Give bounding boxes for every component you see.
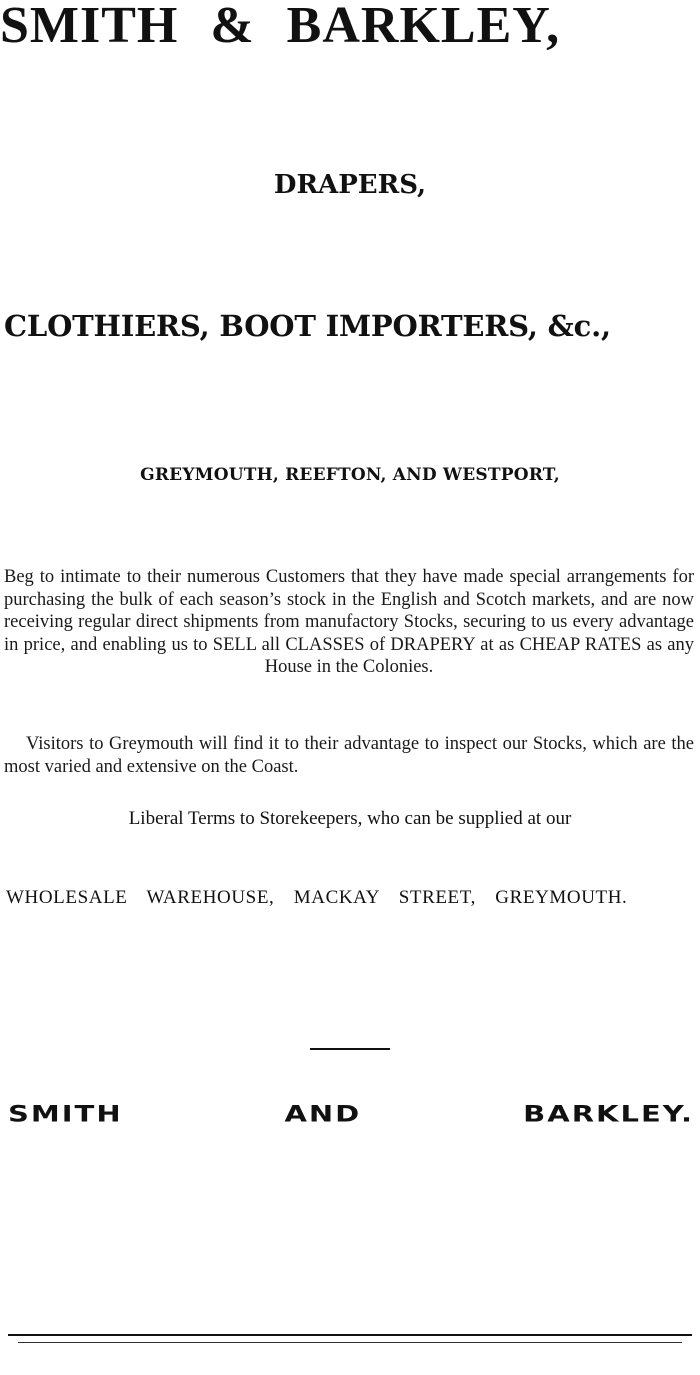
locations-line: GREYMOUTH, REEFTON, AND WESTPORT, [140,465,560,485]
terms-line: Liberal Terms to Storekeepers, who can be supplied at our [128,808,572,829]
firm-name-heading: SMITH & BARKLEY, [0,0,561,54]
short-divider [310,1048,390,1050]
signature-line [8,1098,694,1129]
bottom-divider-thin [18,1342,682,1343]
intro-paragraph: Beg to intimate to their numerous Customers that they have made special arrangements for purchasing the bulk of each season’s stock in the English and Scotch markets, and are now receiving regular direct shipments from manufactory Stocks, securing to us every advantage in price, and enabling us to SELL all CLASSES of DRAPERY at as CHEAP RATES as any House in the Colonies. [4,567,694,677]
bottom-divider-thick [8,1334,692,1336]
trades-heading: CLOTHIERS, BOOT IMPORTERS, &c., [4,309,611,343]
visitors-paragraph: Visitors to Greymouth will find it to their advantage to inspect our Stocks, which are the most varied and extensive on the Coast. [4,734,694,777]
signature-word-barkley: BARKLEY. [523,1100,694,1127]
signature-word-smith: SMITH [8,1100,123,1127]
warehouse-address-line: WHOLESALE WAREHOUSE, MACKAY STREET, GREYMOUTH. [6,887,628,908]
signature-word-and: AND [284,1100,362,1127]
drapers-heading: DRAPERS, [273,170,427,200]
